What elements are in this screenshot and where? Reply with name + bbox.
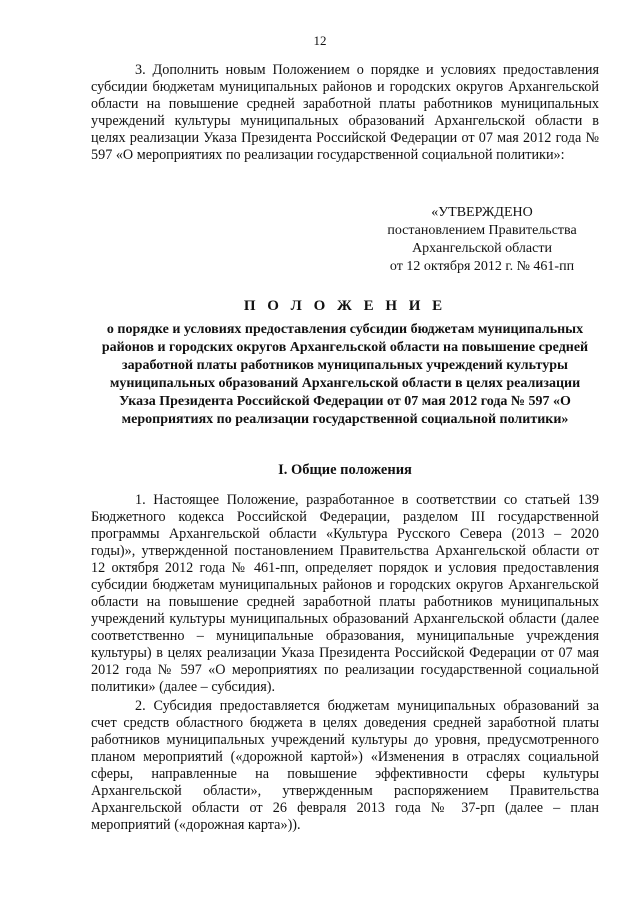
document-title: П О Л О Ж Е Н И Е xyxy=(243,298,447,314)
document-subtitle: о порядке и условиях предоставления субсидии бюджетам муниципальных районов и городских округов Архангельской области на повышение средней заработной платы работников муниципальных учреждений культуры муниципальных образований Архангельской области в целях реализации Указа Президента Российской Федерации от 07 мая 2012 года № 597 «О мероприятиях по реализации государственной социальной политики» xyxy=(101,322,589,427)
paragraph-2-block xyxy=(91,698,599,834)
paragraph-1: 1. Настоящее Положение, разработанное в соответствии со статьей 139 Бюджетного кодекса Российской Федерации, разделом III государственной программы Архангельской области «Культура Русского Севера (2013 – 2020 годы)», утвержденной постановлением Правительства Архангельской области от 12 октября 2012 года № 461-пп, определяет порядок и условия предоставления субсидии бюджетам муниципальных районов и городских округов Архангельской области на повышение средней заработной платы работников муниципальных учреждений культуры муниципальных образований Архангельской области (далее соответственно – муниципальные образования, муниципальные учреждения культуры) в целях реализации Указа Президента Российской Федерации от 07 мая 2012 года № 597 «О мероприятиях по реализации государственной социальной политики» (далее – субсидия). xyxy=(91,492,599,695)
section-heading: I. Общие положения xyxy=(278,462,412,478)
page-number: 12 xyxy=(313,33,327,48)
paragraph-2: 2. Субсидия предоставляется бюджетам муниципальных образований за счет средств областного бюджета в целях доведения средней заработной платы работников муниципальных учреждений культуры до уровня, предусмотренного планом мероприятий («дорожной картой») «Изменения в отраслях социальной сферы, направленные на повышение эффективности сферы культуры Архангельской области», утвержденным распоряжением Правительства Архангельской области от 26 февраля 2013 года № 37-рп (далее – план мероприятий («дорожная карта»)). xyxy=(91,698,599,833)
approval-line-1: «УТВЕРЖДЕНО xyxy=(431,205,533,220)
approval-line-2: постановлением Правительства xyxy=(387,223,577,238)
approval-line-3: Архангельской области xyxy=(412,241,552,256)
intro-paragraph-block xyxy=(91,62,599,164)
paragraph-1-block xyxy=(91,492,599,696)
intro-paragraph: 3. Дополнить новым Положением о порядке и условиях предоставления субсидии бюджетам муниципальных районов и городских округов Архангельской области на повышение средней заработной платы работников муниципальных учреждений культуры муниципальных образований Архангельской области в целях реализации Указа Президента Российской Федерации от 07 мая 2012 года № 597 «О мероприятиях по реализации государственной социальной политики»: xyxy=(91,62,599,163)
approval-stamp xyxy=(372,204,592,276)
approval-line-4: от 12 октября 2012 г. № 461-пп xyxy=(389,259,575,274)
